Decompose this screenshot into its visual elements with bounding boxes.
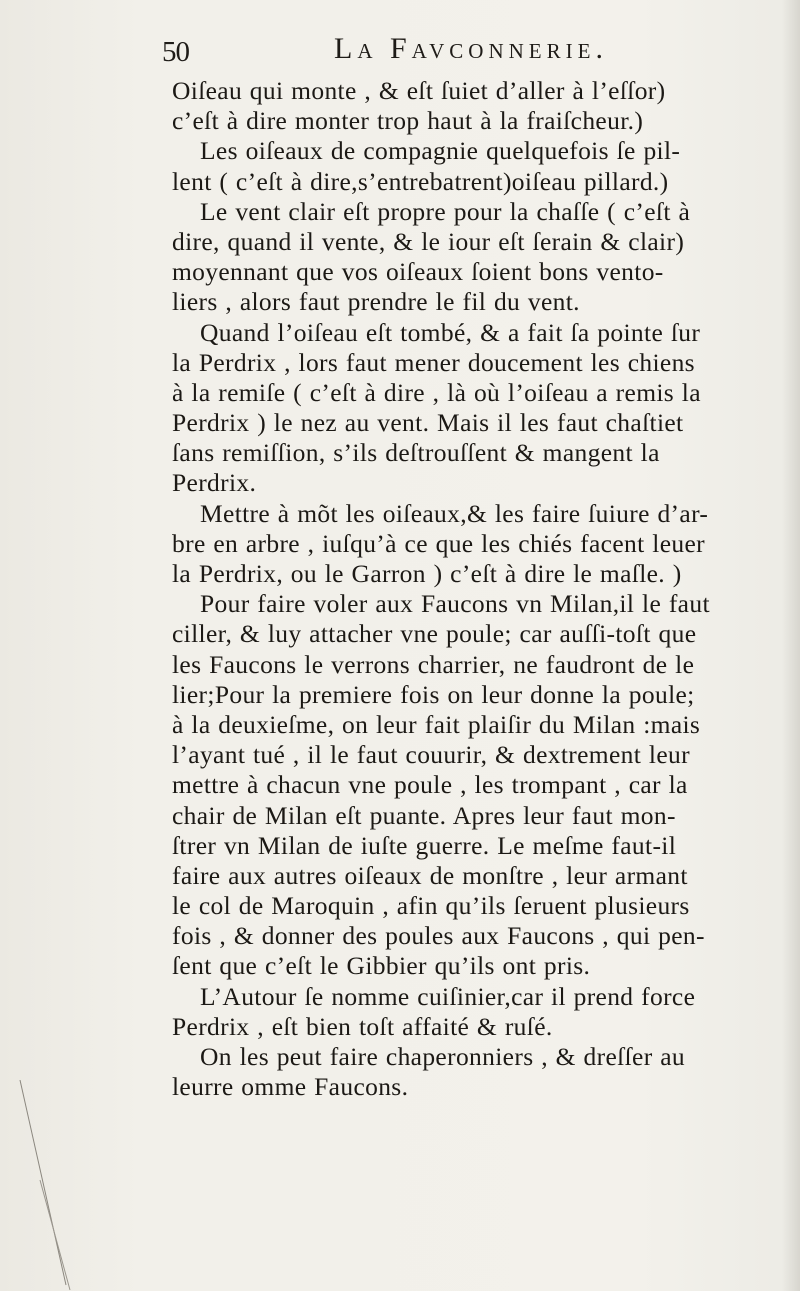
text-line: Perdrix ) le nez au vent. Mais il les faut chaſtiet bbox=[172, 408, 684, 438]
body-text bbox=[172, 76, 762, 1102]
text-line: Quand l’oiſeau eſt tombé, & a fait ſa pointe ſur bbox=[200, 317, 701, 347]
text-line: ſtrer vn Milan de iuſte guerre. Le meſme faut-il bbox=[172, 830, 677, 860]
text-line: bre en arbre , iuſqu’à ce que les chiés facent leuer bbox=[172, 528, 705, 558]
text-line: la Perdrix , lors faut mener doucement les chiens bbox=[172, 347, 695, 377]
running-header bbox=[162, 28, 722, 68]
text-line: lent ( c’eſt à dire,s’entrebatrent)oiſeau pillard.) bbox=[172, 166, 669, 196]
running-title: La Favconnerie. bbox=[334, 32, 608, 65]
text-line: à la remiſe ( c’eſt à dire , là où l’oiſeau a remis la bbox=[172, 377, 701, 407]
text-line: le col de Maroquin , afin qu’ils ſeruent plusieurs bbox=[172, 891, 690, 921]
text-line: à la deuxieſme, on leur fait plaiſir du Milan :mais bbox=[172, 709, 701, 739]
ink-bleed-marks bbox=[0, 1080, 80, 1291]
text-line: mettre à chacun vne poule , les trompant , car la bbox=[172, 770, 688, 800]
text-line: liers , alors faut prendre le fil du vent. bbox=[172, 287, 580, 317]
text-line: Oiſeau qui monte , & eſt ſuiet d’aller à l’eſſor) bbox=[172, 76, 666, 105]
text-line: les Faucons le verrons charrier, ne faudront de le bbox=[172, 649, 695, 679]
text-line: la Perdrix, ou le Garron ) c’eſt à dire le maſle. ) bbox=[172, 559, 682, 588]
text-line: Les oiſeaux de compagnie quelquefois ſe pil- bbox=[200, 136, 681, 166]
text-line: Pour faire voler aux Faucons vn Milan,il le faut bbox=[200, 589, 710, 619]
text-line: ſans remiſſion, s’ils deſtrouſſent & mangent la bbox=[172, 438, 660, 468]
text-line: fois , & donner des poules aux Faucons , qui pen- bbox=[172, 921, 705, 951]
page-number: 50 bbox=[162, 36, 189, 68]
text-line: lier;Pour la premiere fois on leur donne la poule; bbox=[172, 679, 695, 709]
text-line: Le vent clair eſt propre pour la chaſſe ( c’eſt à bbox=[200, 196, 691, 226]
text-line: On les peut faire chaperonniers , & dreſſer au bbox=[200, 1042, 686, 1071]
text-line: faire aux autres oiſeaux de monſtre , leur armant bbox=[172, 860, 688, 890]
text-line: ciller, & luy attacher vne poule; car auſſi-toſt que bbox=[172, 619, 697, 649]
text-line: c’eſt à dire monter trop haut à la fraiſcheur.) bbox=[172, 106, 644, 136]
text-line: ſent que c’eſt le Gibbier qu’ils ont pris. bbox=[172, 951, 591, 981]
text-line: Perdrix , eſt bien toſt affaité & ruſé. bbox=[172, 1011, 553, 1041]
text-line: dire, quand il vente, & le iour eſt ſerain & clair) bbox=[172, 226, 685, 256]
text-line: moyennant que vos oiſeaux ſoient bons vento- bbox=[172, 257, 664, 287]
text-line: chair de Milan eſt puante. Apres leur faut mon- bbox=[172, 800, 676, 830]
text-line: leurre omme Faucons. bbox=[172, 1072, 409, 1102]
page-edge-shadow bbox=[782, 0, 800, 1291]
text-line: Perdrix. bbox=[172, 468, 257, 498]
text-line: Mettre à mõt les oiſeaux,& les faire ſuiure d’ar- bbox=[200, 498, 709, 528]
text-line: l’ayant tué , il le faut couurir, & dextrement leur bbox=[172, 740, 690, 770]
text-line: L’Autour ſe nomme cuiſinier,car il prend force bbox=[200, 981, 696, 1011]
